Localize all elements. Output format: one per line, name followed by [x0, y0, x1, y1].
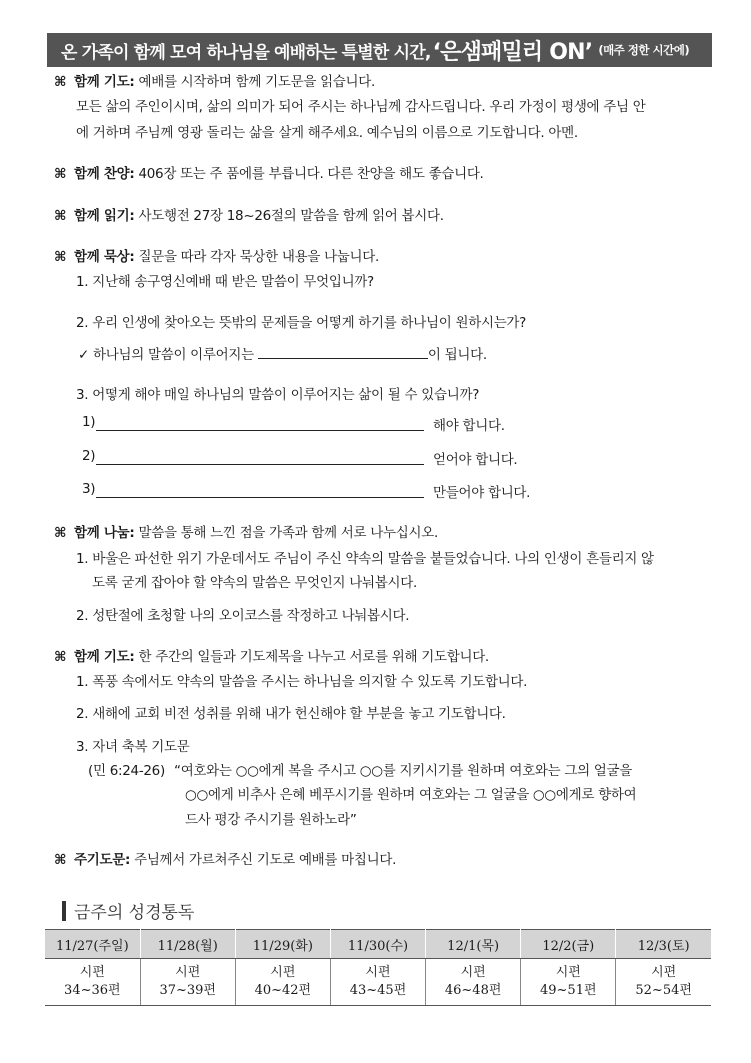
table-cell	[521, 959, 616, 1006]
meditation-question-1: 1. 지난해 송구영신예배 때 받은 말씀이 무엇입니까?	[76, 274, 374, 290]
cell-book: 시편	[79, 965, 105, 980]
table-header-cell: 12/3(토)	[616, 930, 711, 959]
header-banner	[47, 33, 712, 67]
banner-program-name: ‘은샘패밀리 ON’	[432, 39, 593, 65]
answer-blank[interactable]	[96, 452, 424, 465]
fill-suffix: 만들어야 합니다.	[433, 485, 531, 501]
table-row	[45, 959, 711, 1006]
section-marker-icon: ⌘	[54, 208, 67, 224]
cell-range: 37~39편	[159, 983, 216, 998]
section-heading: 주기도문:	[74, 852, 131, 868]
fill-number: 1)	[82, 414, 96, 430]
meditation-question-2: 2. 우리 인생에 찾아오는 뜻밖의 문제들을 어떻게 하기를 하나님이 원하시는가?	[76, 315, 527, 331]
table-cell	[235, 959, 330, 1006]
section-description: 406장 또는 주 품에를 부릅니다. 다른 찬양을 해도 좋습니다.	[138, 166, 484, 182]
section-heading: 함께 묵상:	[74, 249, 135, 265]
prayer-item-1: 1. 폭풍 속에서도 약속의 말씀을 주시는 하나님을 의지할 수 있도록 기도합니다.	[76, 674, 528, 690]
fill-suffix: 얻어야 합니다.	[433, 452, 518, 468]
cell-range: 52~54편	[635, 983, 692, 998]
check-line-suffix: 이 됩니다.	[427, 347, 487, 363]
cell-range: 46~48편	[444, 983, 502, 998]
cell-book: 시편	[555, 965, 581, 980]
cell-book: 시편	[175, 965, 201, 980]
section-marker-icon: ⌘	[54, 249, 67, 265]
table-cell	[330, 959, 425, 1006]
cell-range: 49~51편	[540, 983, 597, 998]
blessing-verse-line: “여호와는 ○○에게 복을 주시고 ○○를 지키시기를 원하며 여호와는 그의 얼굴을	[174, 763, 633, 779]
table-header-cell: 12/2(금)	[521, 930, 616, 959]
section-reading	[54, 204, 444, 224]
section-description: 질문을 따라 각자 묵상한 내용을 나눕니다.	[138, 249, 380, 265]
section-heading: 함께 찬양:	[74, 166, 135, 182]
prayer-text-line: 에 거하며 주님께 영광 돌리는 삶을 살게 해주세요. 예수님의 이름으로 기도합니다. 아멘.	[76, 125, 578, 141]
check-icon: ✓	[78, 347, 90, 363]
section-heading: 함께 나눔:	[74, 525, 135, 541]
fill-number: 3)	[82, 481, 96, 497]
section-marker-icon: ⌘	[54, 74, 67, 90]
blessing-verse-line: 드사 평강 주시기를 원하노라”	[185, 812, 357, 828]
check-line-prefix: 하나님의 말씀이 이루어지는	[93, 347, 254, 363]
cell-range: 34~36편	[64, 983, 121, 998]
table-cell	[45, 959, 140, 1006]
table-header-cell: 12/1(목)	[426, 930, 521, 959]
title-bar-icon	[62, 901, 66, 921]
section-lords-prayer	[54, 848, 396, 868]
table-header-cell: 11/30(수)	[330, 930, 425, 959]
fill-number: 2)	[82, 448, 96, 464]
answer-blank[interactable]	[258, 346, 428, 359]
section-description: 사도행전 27장 18~26절의 말씀을 함께 읽어 봅시다.	[138, 208, 444, 224]
banner-title: 온 가족이 함께 모여 하나님을 예배하는 특별한 시간,	[61, 42, 431, 63]
section-description: 한 주간의 일들과 기도제목을 나누고 서로를 위해 기도합니다.	[138, 649, 489, 665]
section-description: 주님께서 가르쳐주신 기도로 예배를 마칩니다.	[134, 852, 397, 868]
answer-blank[interactable]	[96, 485, 424, 498]
section-marker-icon: ⌘	[54, 166, 67, 182]
meditation-question-3: 3. 어떻게 해야 매일 하나님의 말씀이 이루어지는 삶이 될 수 있습니까?	[76, 387, 480, 403]
sharing-item-1: 1. 바울은 파선한 위기 가운데서도 주님이 주신 약속의 말씀을 붙들었습니다. 나의 인생이 흔들리지 않	[76, 551, 654, 567]
table-header-cell: 11/29(화)	[235, 930, 330, 959]
cell-book: 시편	[270, 965, 296, 980]
section-marker-icon: ⌘	[54, 649, 67, 665]
table-cell	[616, 959, 711, 1006]
cell-book: 시편	[365, 965, 391, 980]
answer-blank[interactable]	[96, 418, 424, 431]
reading-plan-title-text: 금주의 성경통독	[74, 903, 195, 923]
cell-range: 40~42편	[254, 983, 312, 998]
banner-note: (매주 정한 시간에)	[598, 43, 690, 57]
cell-range: 43~45편	[349, 983, 407, 998]
prayer-item-3: 3. 자녀 축복 기도문	[76, 739, 190, 755]
reading-plan-table	[45, 929, 711, 1006]
blessing-verse-line: ○○에게 비추사 은혜 베푸시기를 원하며 여호와는 그 얼굴을 ○○에게로 향하여	[185, 787, 637, 803]
sharing-item-2: 2. 성탄절에 초청할 나의 오이코스를 작정하고 나눠봅시다.	[76, 608, 410, 624]
cell-book: 시편	[651, 965, 677, 980]
table-header-cell: 11/28(월)	[140, 930, 235, 959]
table-cell	[140, 959, 235, 1006]
section-description: 예배를 시작하며 함께 기도문을 읽습니다.	[138, 74, 376, 90]
section-description: 말씀을 통해 느낀 점을 가족과 함께 서로 나누십시오.	[138, 525, 438, 541]
fill-suffix: 해야 합니다.	[433, 418, 505, 434]
section-praise	[54, 162, 484, 182]
section-sharing	[54, 521, 438, 541]
sharing-item-1-cont: 도록 굳게 잡아야 할 약속의 말씀은 무엇인지 나눠봅시다.	[92, 575, 417, 591]
prayer-item-2: 2. 새해에 교회 비전 성취를 위해 내가 헌신해야 할 부분을 놓고 기도합니다.	[76, 706, 506, 722]
prayer-text-line: 모든 삶의 주인이시며, 삶의 의미가 되어 주시는 하나님께 감사드립니다. 우리 가정이 평생에 주님 안	[76, 99, 646, 115]
section-heading: 함께 기도:	[74, 649, 135, 665]
table-header-row	[45, 930, 711, 959]
section-group-prayer	[54, 645, 489, 665]
section-heading: 함께 읽기:	[74, 208, 135, 224]
section-meditation	[54, 245, 379, 265]
meditation-check-line	[78, 343, 487, 363]
section-heading: 함께 기도:	[74, 74, 135, 90]
section-marker-icon: ⌘	[54, 525, 67, 541]
table-cell	[426, 959, 521, 1006]
table-header-cell: 11/27(주일)	[45, 930, 140, 959]
reading-plan-title	[62, 898, 194, 923]
cell-book: 시편	[460, 965, 486, 980]
section-marker-icon: ⌘	[54, 852, 67, 868]
blessing-reference: (민 6:24-26)	[88, 763, 165, 779]
section-opening-prayer	[54, 70, 375, 90]
